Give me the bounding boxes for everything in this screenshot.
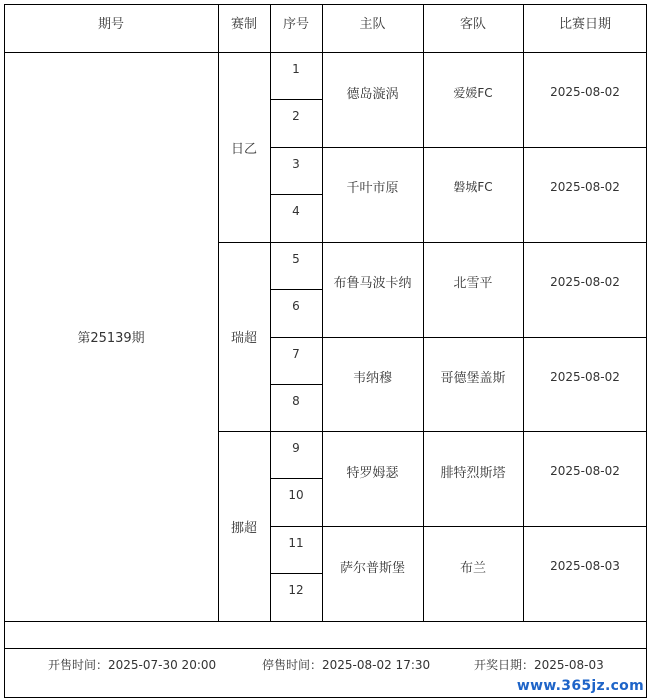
seq-cell: 4: [292, 204, 300, 218]
header-date: 比赛日期: [558, 16, 611, 32]
away-team-cell: 爱媛FC: [453, 85, 493, 100]
away-team-cell: 布兰: [459, 560, 486, 576]
away-team-cell: 腓特烈斯塔: [440, 465, 506, 481]
match-date-cell: 2025-08-02: [550, 464, 620, 478]
match-date-cell: 2025-08-02: [550, 369, 620, 384]
site-watermark: www.365jz.com: [516, 678, 644, 694]
home-team-cell: 特罗姆瑟: [346, 465, 399, 481]
draw-date: 开奖日期：2025-08-03: [474, 658, 604, 672]
header-league: 赛制: [230, 16, 257, 32]
seq-cell: 10: [288, 488, 304, 502]
seq-cell: 2: [292, 109, 300, 123]
match-date-cell: 2025-08-02: [550, 274, 620, 289]
header-period: 期号: [97, 16, 124, 32]
header-home: 主队: [359, 16, 386, 32]
match-date-cell: 2025-08-02: [550, 179, 620, 194]
home-team-cell: 千叶市原: [346, 181, 399, 196]
match-date-cell: 2025-08-03: [550, 559, 620, 573]
away-team-cell: 磐城FC: [453, 180, 493, 194]
seq-cell: 5: [292, 252, 300, 266]
seq-cell: 6: [292, 299, 300, 313]
home-team-cell: 韦纳穆: [352, 371, 392, 386]
header-seq: 序号: [282, 16, 309, 32]
seq-cell: 7: [292, 347, 300, 361]
league-cell: 瑞超: [230, 331, 257, 346]
seq-cell: 9: [292, 441, 300, 455]
seq-cell: 1: [292, 62, 300, 76]
away-team-cell: 北雪平: [453, 276, 493, 291]
home-team-cell: 德岛漩涡: [346, 86, 399, 102]
away-team-cell: 哥德堡盖斯: [440, 371, 506, 386]
seq-cell: 12: [288, 583, 304, 597]
home-team-cell: 布鲁马波卡纳: [333, 276, 412, 291]
sale-stop-time: 停售时间：2025-08-02 17:30: [262, 658, 431, 672]
seq-cell: 11: [288, 536, 304, 550]
home-team-cell: 萨尔普斯堡: [339, 560, 405, 576]
match-date-cell: 2025-08-02: [550, 85, 620, 99]
header-away: 客队: [459, 16, 486, 32]
seq-cell: 3: [292, 157, 300, 171]
footer-top-line: [4, 648, 647, 649]
period-cell: 第25139期: [77, 331, 145, 346]
sale-start-time: 开售时间：2025-07-30 20:00: [48, 658, 217, 672]
league-cell: 挪超: [230, 520, 257, 536]
seq-cell: 8: [292, 394, 300, 408]
league-cell: 日乙: [230, 141, 257, 157]
table-bottom-line: [4, 621, 647, 622]
